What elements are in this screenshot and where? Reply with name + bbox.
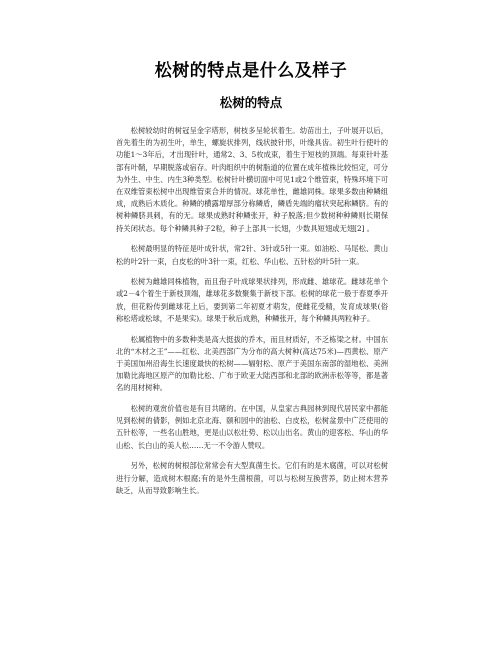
document-body: [116, 125, 388, 505]
paragraph-timber: 松属植物中的多数种类是高大挺拔的乔木，而且材质好，不乏栋梁之材。中国东北的“木材之王”——红松、北美西部广为分布的高大树种(高达75米)—西黄松、原产于美国加州沿海生长速度最快的松树——辐射松、原产于美国东南部的湿地松、美洲加勒比海地区原产的加勒比松、广布于欧亚大陆西部和北部的欧洲赤松等等，都是著名的用材树种。: [116, 334, 388, 393]
paragraph-reproduction: 松树为雌雄同株植物，而且孢子叶成球果状排列，形成雌、雄球花。雌球花单个或2－4个着生于新枝顶端，雄球花多数聚集于新枝下部。松树的球花一般于春夏季开放，但花粉传到雌球花上后，要到第二年初夏才萌发，使雌花受精，发育成球果(俗称松塔或松球，不是果实)。球果于秋后成熟，种鳞张开，每个种鳞具两粒种子。: [116, 277, 388, 323]
section-heading: 松树的特点: [219, 95, 283, 110]
paragraph-needles: 松树最明显的特征是叶成针状，常2针、3针或5针一束。如油松、马尾松、黄山松的叶2针一束，白皮松的叶3针一束，红松、华山松、五针松的叶5针一束。: [116, 244, 388, 266]
paragraph-fungi: 另外，松树的树根部位常常会有大型真菌生长。它们有的是木腐菌，可以对松树进行分解，造成树木根腐;有的是外生菌根菌，可以与松树互换营养，防止树木营养缺乏，从而导致影响生长。: [116, 461, 388, 495]
paragraph-ornamental: 松树的观赏价值也是有目共睹的。在中国，从皇家古典园林到现代居民家中都能见到松树的倩影，例如北京北海、颐和园中的油松、白皮松，松树盆景中广泛使用的五针松等，一些名山胜地，更是山以松壮势、松以山出名。黄山的迎客松、华山的华山松、长白山的美人松……无一不令游人赞叹。: [116, 404, 388, 450]
paragraph-morphology: 松树较幼时的树冠呈金字塔形，树枝多呈轮状着生。幼苗出土，子叶展开以后，首先着生的为初生叶，单生，螺旋状排列，线状披针形，叶缘具齿。初生叶行使叶的功能1～3年后，才出现针叶，通常2、3、5枚成束，着生于短枝的顶端。每束针叶基部有叶鞘，早期脱落或宿存。叶肉组织中的树脂道的位置在成年植株比较恒定，可分为外生、中生、内生3种类型。松树针叶横切面中可见1或2个维管束，特殊环境下可在双维管束松树中出现维管束合并的情况。球花单性，雌雄同株。球果多数由种鳞组成，成熟后木质化。种鳞的横露增厚部分称鳞盾，鳞盾先端的瘤状突起称鳞脐。有的树种鳞脐具刺，有的无。球果成熟时种鳞张开，种子脱落;但少数树种种鳞则长期保持关闭状态。每个种鳞具种子2粒，种子上部具一长翅，少数具短翅或无翅[2] 。: [116, 126, 388, 233]
document-title: 松树的特点是什么及样子: [154, 61, 348, 81]
